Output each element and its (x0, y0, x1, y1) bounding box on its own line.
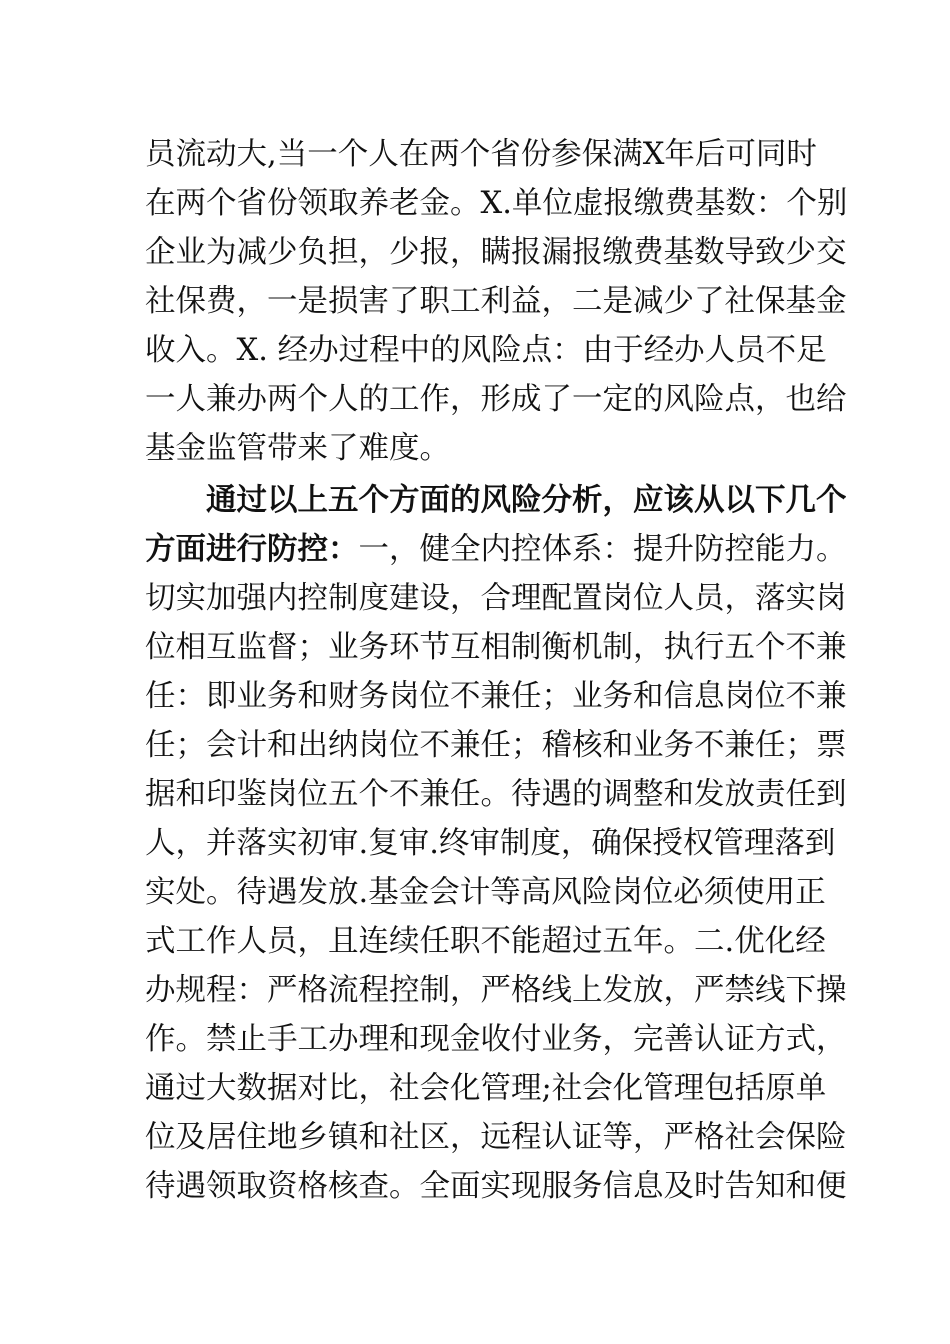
text-line (145, 525, 847, 574)
text-line: 位及居住地乡镇和社区，远程认证等，严格社会保险 (145, 1120, 847, 1155)
text-line: 待遇领取资格核查。全面实现服务信息及时告知和便 (145, 1169, 847, 1204)
text-line: 一人兼办两个人的工作，形成了一定的风险点，也给 (145, 382, 847, 417)
text-line: 切实加强内控制度建设，合理配置岗位人员，落实岗 (145, 581, 847, 616)
paragraph-1 (145, 130, 848, 473)
text-line: 在两个省份领取养老金。X.单位虚报缴费基数：个别 (145, 186, 848, 221)
text-line: 任；会计和出纳岗位不兼任；稽核和业务不兼任；票 (145, 728, 847, 763)
paragraph-2 (145, 476, 847, 1211)
text-line: 位相互监督；业务环节互相制衡机制，执行五个不兼 (145, 630, 847, 665)
text-line: 企业为减少负担，少报，瞒报漏报缴费基数导致少交 (145, 235, 847, 270)
text-line: 基金监管带来了难度。 (145, 431, 450, 466)
text-line: 任：即业务和财务岗位不兼任；业务和信息岗位不兼 (145, 679, 847, 714)
text-line: 据和印鉴岗位五个不兼任。待遇的调整和发放责任到 (145, 777, 847, 812)
text-line: 式工作人员，且连续任职不能超过五年。二.优化经 (145, 924, 826, 959)
text-line: 通过大数据对比，社会化管理;社会化管理包括原单 (145, 1071, 827, 1106)
text-line: 社保费，一是损害了职工利益，二是减少了社保基金 (145, 284, 847, 319)
text-line: 办规程：严格流程控制，严格线上发放，严禁线下操 (145, 973, 847, 1008)
text-run: 一，健全内控体系：提升防控能力。 (358, 532, 847, 567)
text-line: 收入。X. 经办过程中的风险点：由于经办人员不足 (145, 333, 827, 368)
text-line: 实处。待遇发放.基金会计等高风险岗位必须使用正 (145, 875, 826, 910)
text-line: 人，并落实初审.复审.终审制度，确保授权管理落到 (145, 826, 836, 861)
text-line: 作。禁止手工办理和现金收付业务，完善认证方式， (145, 1022, 847, 1057)
bold-heading-line: 通过以上五个方面的风险分析，应该从以下几个 (206, 482, 847, 518)
text-line: 员流动大,当一个人在两个省份参保满X年后可同时 (145, 137, 817, 172)
bold-heading-tail: 方面进行防控： (145, 531, 359, 567)
